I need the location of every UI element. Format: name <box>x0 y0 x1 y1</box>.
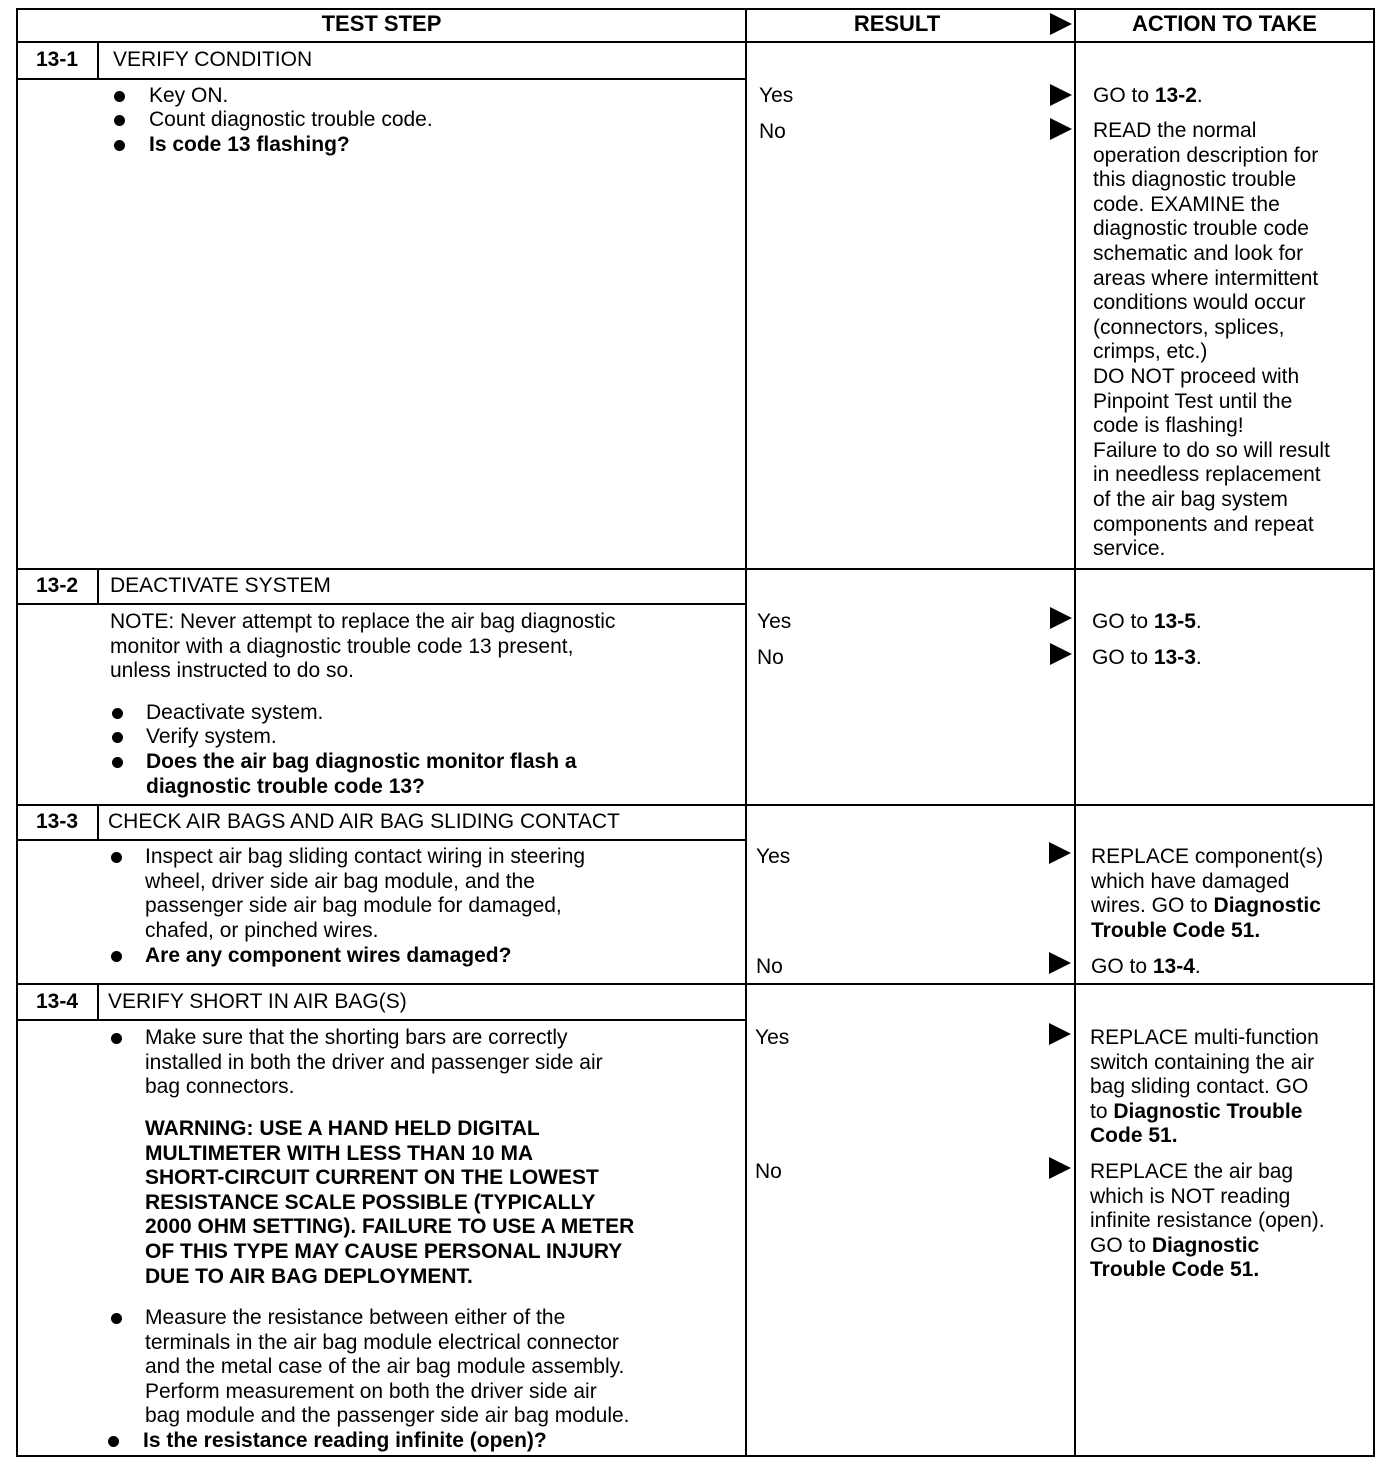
rule-header-bottom <box>16 41 1375 43</box>
rule-title-1 <box>16 78 747 80</box>
bullet-icon <box>112 708 123 719</box>
step-question: Is the resistance reading infinite (open)? <box>143 1429 547 1452</box>
action-text: GO to 13-5. <box>1092 610 1202 633</box>
result-no: No <box>755 1160 782 1183</box>
result-arrow-icon <box>1049 842 1071 864</box>
result-no: No <box>757 646 784 669</box>
bullet-icon <box>114 115 125 126</box>
step-question: Is code 13 flashing? <box>149 133 350 156</box>
step-title: VERIFY SHORT IN AIR BAG(S) <box>108 990 407 1013</box>
step-instruction: Inspect air bag sliding contact wiring in steering wheel, driver side air bag module, and the passenger side air bag module for damaged, chafed, or pinched wires. <box>145 845 586 942</box>
result-no: No <box>756 955 783 978</box>
action-text: REPLACE the air bag which is NOT reading infinite resistance (open). GO to Diagnostic Trouble Code 51. <box>1090 1160 1325 1282</box>
result-arrow-icon <box>1050 84 1072 106</box>
result-yes: Yes <box>759 84 794 107</box>
rule-bottom <box>16 1455 1375 1457</box>
step-title: CHECK AIR BAGS AND AIR BAG SLIDING CONTACT <box>108 810 620 833</box>
step-instruction: Deactivate system. <box>146 701 324 724</box>
header-arrow-icon <box>1050 13 1072 35</box>
rule-step-4 <box>16 983 1375 985</box>
result-yes: Yes <box>757 610 792 633</box>
warning-text: WARNING: USE A HAND HELD DIGITAL MULTIMETER WITH LESS THAN 10 MA SHORT-CIRCUIT CURRENT ON THE LOWEST RESISTANCE SCALE POSSIBLE (TYPICALLY 2000 OHM SETTING). FAILURE TO USE A METER OF THIS TYPE MAY CAUSE PERSONAL INJURY DUE TO AIR BAG DEPLOYMENT. <box>145 1117 635 1288</box>
rule-action-left <box>1074 8 1076 1457</box>
header-result: RESULT <box>853 11 941 36</box>
result-yes: Yes <box>756 845 791 868</box>
bullet-icon <box>112 757 123 768</box>
result-arrow-icon <box>1050 118 1072 140</box>
step-question: Are any component wires damaged? <box>145 944 512 967</box>
step-instruction: Measure the resistance between either of the terminals in the air bag module electrical connector and the metal case of the air bag module assembly. Perform measurement on both the driver side air bag module and the passenger side air bag module. <box>145 1306 630 1428</box>
result-arrow-icon <box>1049 1157 1071 1179</box>
bullet-icon <box>114 91 125 102</box>
rule-step-2 <box>16 568 1375 570</box>
bullet-icon <box>112 732 123 743</box>
bullet-icon <box>114 140 125 151</box>
bullet-icon <box>111 1313 122 1324</box>
step-number: 13-2 <box>35 574 79 597</box>
action-text: REPLACE component(s) which have damaged wires. GO to Diagnostic Trouble Code 51. <box>1091 845 1324 942</box>
rule-title-2 <box>16 603 747 605</box>
rule-title-3 <box>16 839 747 841</box>
action-text: GO to 13-4. <box>1091 955 1201 978</box>
result-arrow-icon <box>1050 643 1072 665</box>
step-question: Does the air bag diagnostic monitor flash a diagnostic trouble code 13? <box>146 750 577 798</box>
result-arrow-icon <box>1049 1023 1071 1045</box>
header-test-step: TEST STEP <box>321 11 442 36</box>
result-yes: Yes <box>755 1026 790 1049</box>
bullet-icon <box>111 1033 122 1044</box>
bullet-icon <box>111 951 122 962</box>
step-title: DEACTIVATE SYSTEM <box>110 574 331 597</box>
bullet-icon <box>111 852 122 863</box>
header-action: ACTION TO TAKE <box>1132 11 1317 36</box>
action-text: READ the normal operation description for this diagnostic trouble code. EXAMINE the diagnostic trouble code schematic and look for areas where intermittent conditions would occur (connectors, splices, crimps, etc.) DO NOT proceed with Pinpoint Test until the code is flashing! Failure to do so will result in needless replacement of the air bag system components and repeat service. <box>1093 119 1330 561</box>
action-text: REPLACE multi-function switch containing the air bag sliding contact. GO to Diagnostic Trouble Code 51. <box>1090 1026 1319 1148</box>
action-text: GO to 13-3. <box>1092 646 1202 669</box>
step-number: 13-1 <box>35 48 79 71</box>
step-instruction: Count diagnostic trouble code. <box>149 108 433 131</box>
step-instruction: Key ON. <box>149 84 229 107</box>
rule-left <box>16 8 18 1457</box>
rule-num-4 <box>97 983 99 1021</box>
result-arrow-icon <box>1050 607 1072 629</box>
rule-num-2 <box>97 568 99 605</box>
step-note: NOTE: Never attempt to replace the air bag diagnostic monitor with a diagnostic trouble code 13 present, unless instructed to do so. <box>110 610 616 683</box>
rule-result-left <box>745 8 747 1457</box>
rule-num-3 <box>97 804 99 841</box>
result-no: No <box>759 120 786 143</box>
action-text: GO to 13-2. <box>1093 84 1203 107</box>
step-instruction: Verify system. <box>146 725 277 748</box>
rule-num-1 <box>97 41 99 80</box>
bullet-icon <box>108 1436 119 1447</box>
step-number: 13-4 <box>35 990 79 1013</box>
step-title: VERIFY CONDITION <box>113 48 313 71</box>
rule-title-4 <box>16 1019 747 1021</box>
result-arrow-icon <box>1049 952 1071 974</box>
rule-right <box>1373 8 1375 1457</box>
step-instruction: Make sure that the shorting bars are correctly installed in both the driver and passenger side air bag connectors. <box>145 1026 603 1099</box>
step-number: 13-3 <box>35 810 79 833</box>
rule-step-3 <box>16 804 1375 806</box>
